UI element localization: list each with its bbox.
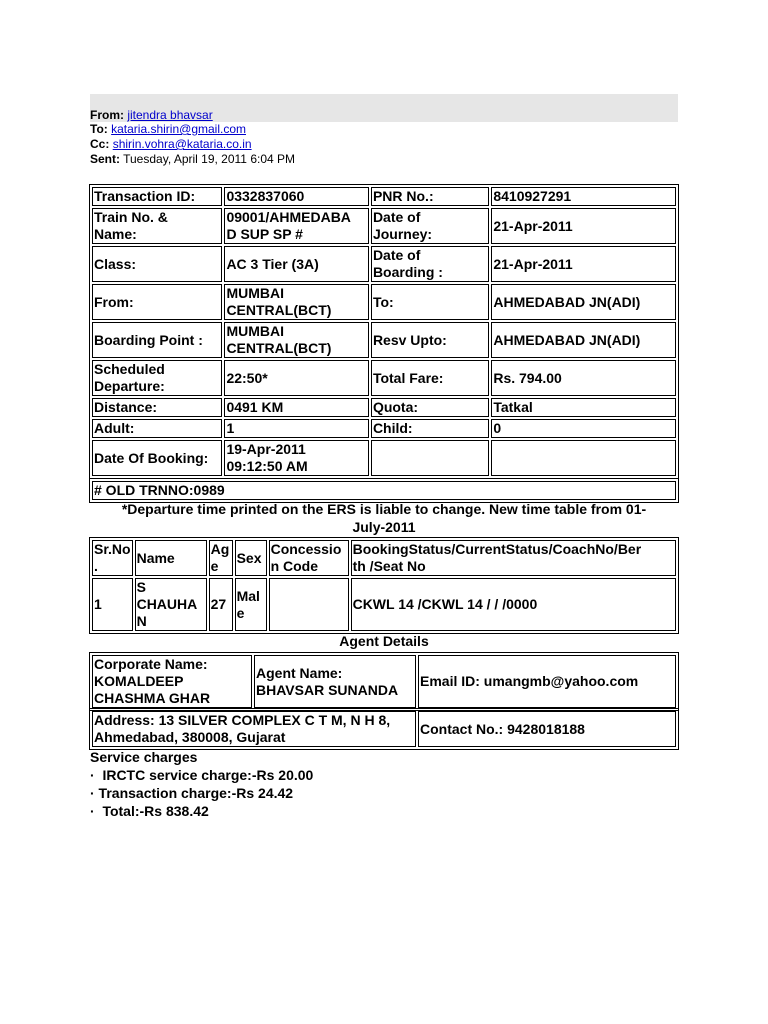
table-row bbox=[92, 655, 676, 708]
table-row bbox=[92, 440, 676, 476]
dob-label: Date of Boarding : bbox=[371, 246, 489, 282]
transaction-id-value: 0332837060 bbox=[224, 187, 369, 206]
departure-notice: *Departure time printed on the ERS is liable to change. New time table from 01- July-2011 bbox=[121, 501, 647, 535]
distance-label: Distance: bbox=[92, 398, 222, 417]
to-link[interactable]: kataria.shirin@gmail.com bbox=[111, 122, 246, 136]
table-row bbox=[92, 360, 676, 396]
table-row bbox=[92, 322, 676, 358]
table-row bbox=[92, 187, 676, 206]
to-label: To: bbox=[90, 122, 108, 136]
table-row bbox=[92, 398, 676, 417]
to-label: To: bbox=[371, 284, 489, 320]
table-row bbox=[92, 246, 676, 282]
adult-label: Adult: bbox=[92, 419, 222, 438]
adult-value: 1 bbox=[224, 419, 369, 438]
table-row bbox=[92, 578, 676, 631]
irctc-charge: · IRCTC service charge:-Rs 20.00 bbox=[90, 767, 314, 783]
distance-value: 0491 KM bbox=[224, 398, 369, 417]
sent-value: Tuesday, April 19, 2011 6:04 PM bbox=[123, 152, 296, 166]
from-value: MUMBAI CENTRAL(BCT) bbox=[224, 284, 369, 320]
ticket-table bbox=[89, 184, 679, 479]
agent-table bbox=[89, 652, 679, 711]
agent-contact: Contact No.: 9428018188 bbox=[418, 711, 676, 747]
header-age: Ag e bbox=[209, 540, 233, 576]
doj-label: Date of Journey: bbox=[371, 208, 489, 244]
empty-cell bbox=[491, 440, 676, 476]
child-label: Child: bbox=[371, 419, 489, 438]
resv-upto-label: Resv Upto: bbox=[371, 322, 489, 358]
passenger-sex: Mal e bbox=[235, 578, 267, 631]
email-sent bbox=[90, 152, 295, 166]
to-value: AHMEDABAD JN(ADI) bbox=[491, 284, 676, 320]
booking-date-value: 19-Apr-2011 09:12:50 AM bbox=[224, 440, 369, 476]
fare-label: Total Fare: bbox=[371, 360, 489, 396]
passenger-srno: 1 bbox=[92, 578, 133, 631]
agent-address-table bbox=[89, 708, 679, 750]
email-to bbox=[90, 122, 246, 136]
from-label: From: bbox=[92, 284, 222, 320]
scheduled-value: 22:50* bbox=[224, 360, 369, 396]
header-name: Name bbox=[135, 540, 207, 576]
header-sex: Sex bbox=[235, 540, 267, 576]
pnr-value: 8410927291 bbox=[491, 187, 676, 206]
transaction-charge: · Transaction charge:-Rs 24.42 bbox=[90, 785, 294, 801]
boarding-point-label: Boarding Point : bbox=[92, 322, 222, 358]
class-value: AC 3 Tier (3A) bbox=[224, 246, 369, 282]
passenger-table bbox=[89, 537, 679, 634]
quota-value: Tatkal bbox=[491, 398, 676, 417]
table-row bbox=[92, 419, 676, 438]
transaction-id-label: Transaction ID: bbox=[92, 187, 222, 206]
agent-name: Agent Name: BHAVSAR SUNANDA bbox=[254, 655, 416, 708]
header-status: BookingStatus/CurrentStatus/CoachNo/Ber th /Seat No bbox=[351, 540, 676, 576]
email-cc bbox=[90, 137, 252, 151]
dob-value: 21-Apr-2011 bbox=[491, 246, 676, 282]
fare-value: Rs. 794.00 bbox=[491, 360, 676, 396]
from-label: From: bbox=[90, 108, 124, 122]
passenger-concession bbox=[269, 578, 349, 631]
total-charge: · Total:-Rs 838.42 bbox=[90, 803, 209, 819]
table-row bbox=[92, 540, 676, 576]
passenger-name: S CHAUHA N bbox=[135, 578, 207, 631]
resv-upto-value: AHMEDABAD JN(ADI) bbox=[491, 322, 676, 358]
agent-email: Email ID: umangmb@yahoo.com bbox=[418, 655, 676, 708]
header-concession: Concessio n Code bbox=[269, 540, 349, 576]
cc-label: Cc: bbox=[90, 137, 110, 151]
email-from bbox=[90, 108, 213, 122]
pnr-label: PNR No.: bbox=[371, 187, 489, 206]
scheduled-label: Scheduled Departure: bbox=[92, 360, 222, 396]
corporate-name: Corporate Name: KOMALDEEP CHASHMA GHAR bbox=[92, 655, 252, 708]
header-srno: Sr.No . bbox=[94, 541, 131, 574]
old-trn-value: # OLD TRNNO:0989 bbox=[92, 481, 676, 500]
table-row bbox=[92, 711, 676, 747]
passenger-status: CKWL 14 /CKWL 14 / / /0000 bbox=[351, 578, 676, 631]
quota-label: Quota: bbox=[371, 398, 489, 417]
booking-date-label: Date Of Booking: bbox=[92, 440, 222, 476]
passenger-age: 27 bbox=[209, 578, 233, 631]
table-row bbox=[92, 208, 676, 244]
agent-details-title: Agent Details bbox=[339, 633, 429, 649]
agent-address: Address: 13 SILVER COMPLEX C T M, N H 8, Ahmedabad, 380008, Gujarat bbox=[92, 711, 416, 747]
child-value: 0 bbox=[491, 419, 676, 438]
cc-link[interactable]: shirin.vohra@kataria.co.in bbox=[112, 137, 252, 151]
train-label: Train No. & Name: bbox=[92, 208, 222, 244]
sent-label: Sent: bbox=[90, 152, 120, 166]
boarding-point-value: MUMBAI CENTRAL(BCT) bbox=[224, 322, 369, 358]
empty-cell bbox=[371, 440, 489, 476]
class-label: Class: bbox=[92, 246, 222, 282]
table-row bbox=[92, 284, 676, 320]
service-charges-title: Service charges bbox=[90, 749, 198, 765]
from-link[interactable]: jitendra bhavsar bbox=[127, 108, 213, 122]
doj-value: 21-Apr-2011 bbox=[491, 208, 676, 244]
train-value: 09001/AHMEDABA D SUP SP # bbox=[224, 208, 369, 244]
